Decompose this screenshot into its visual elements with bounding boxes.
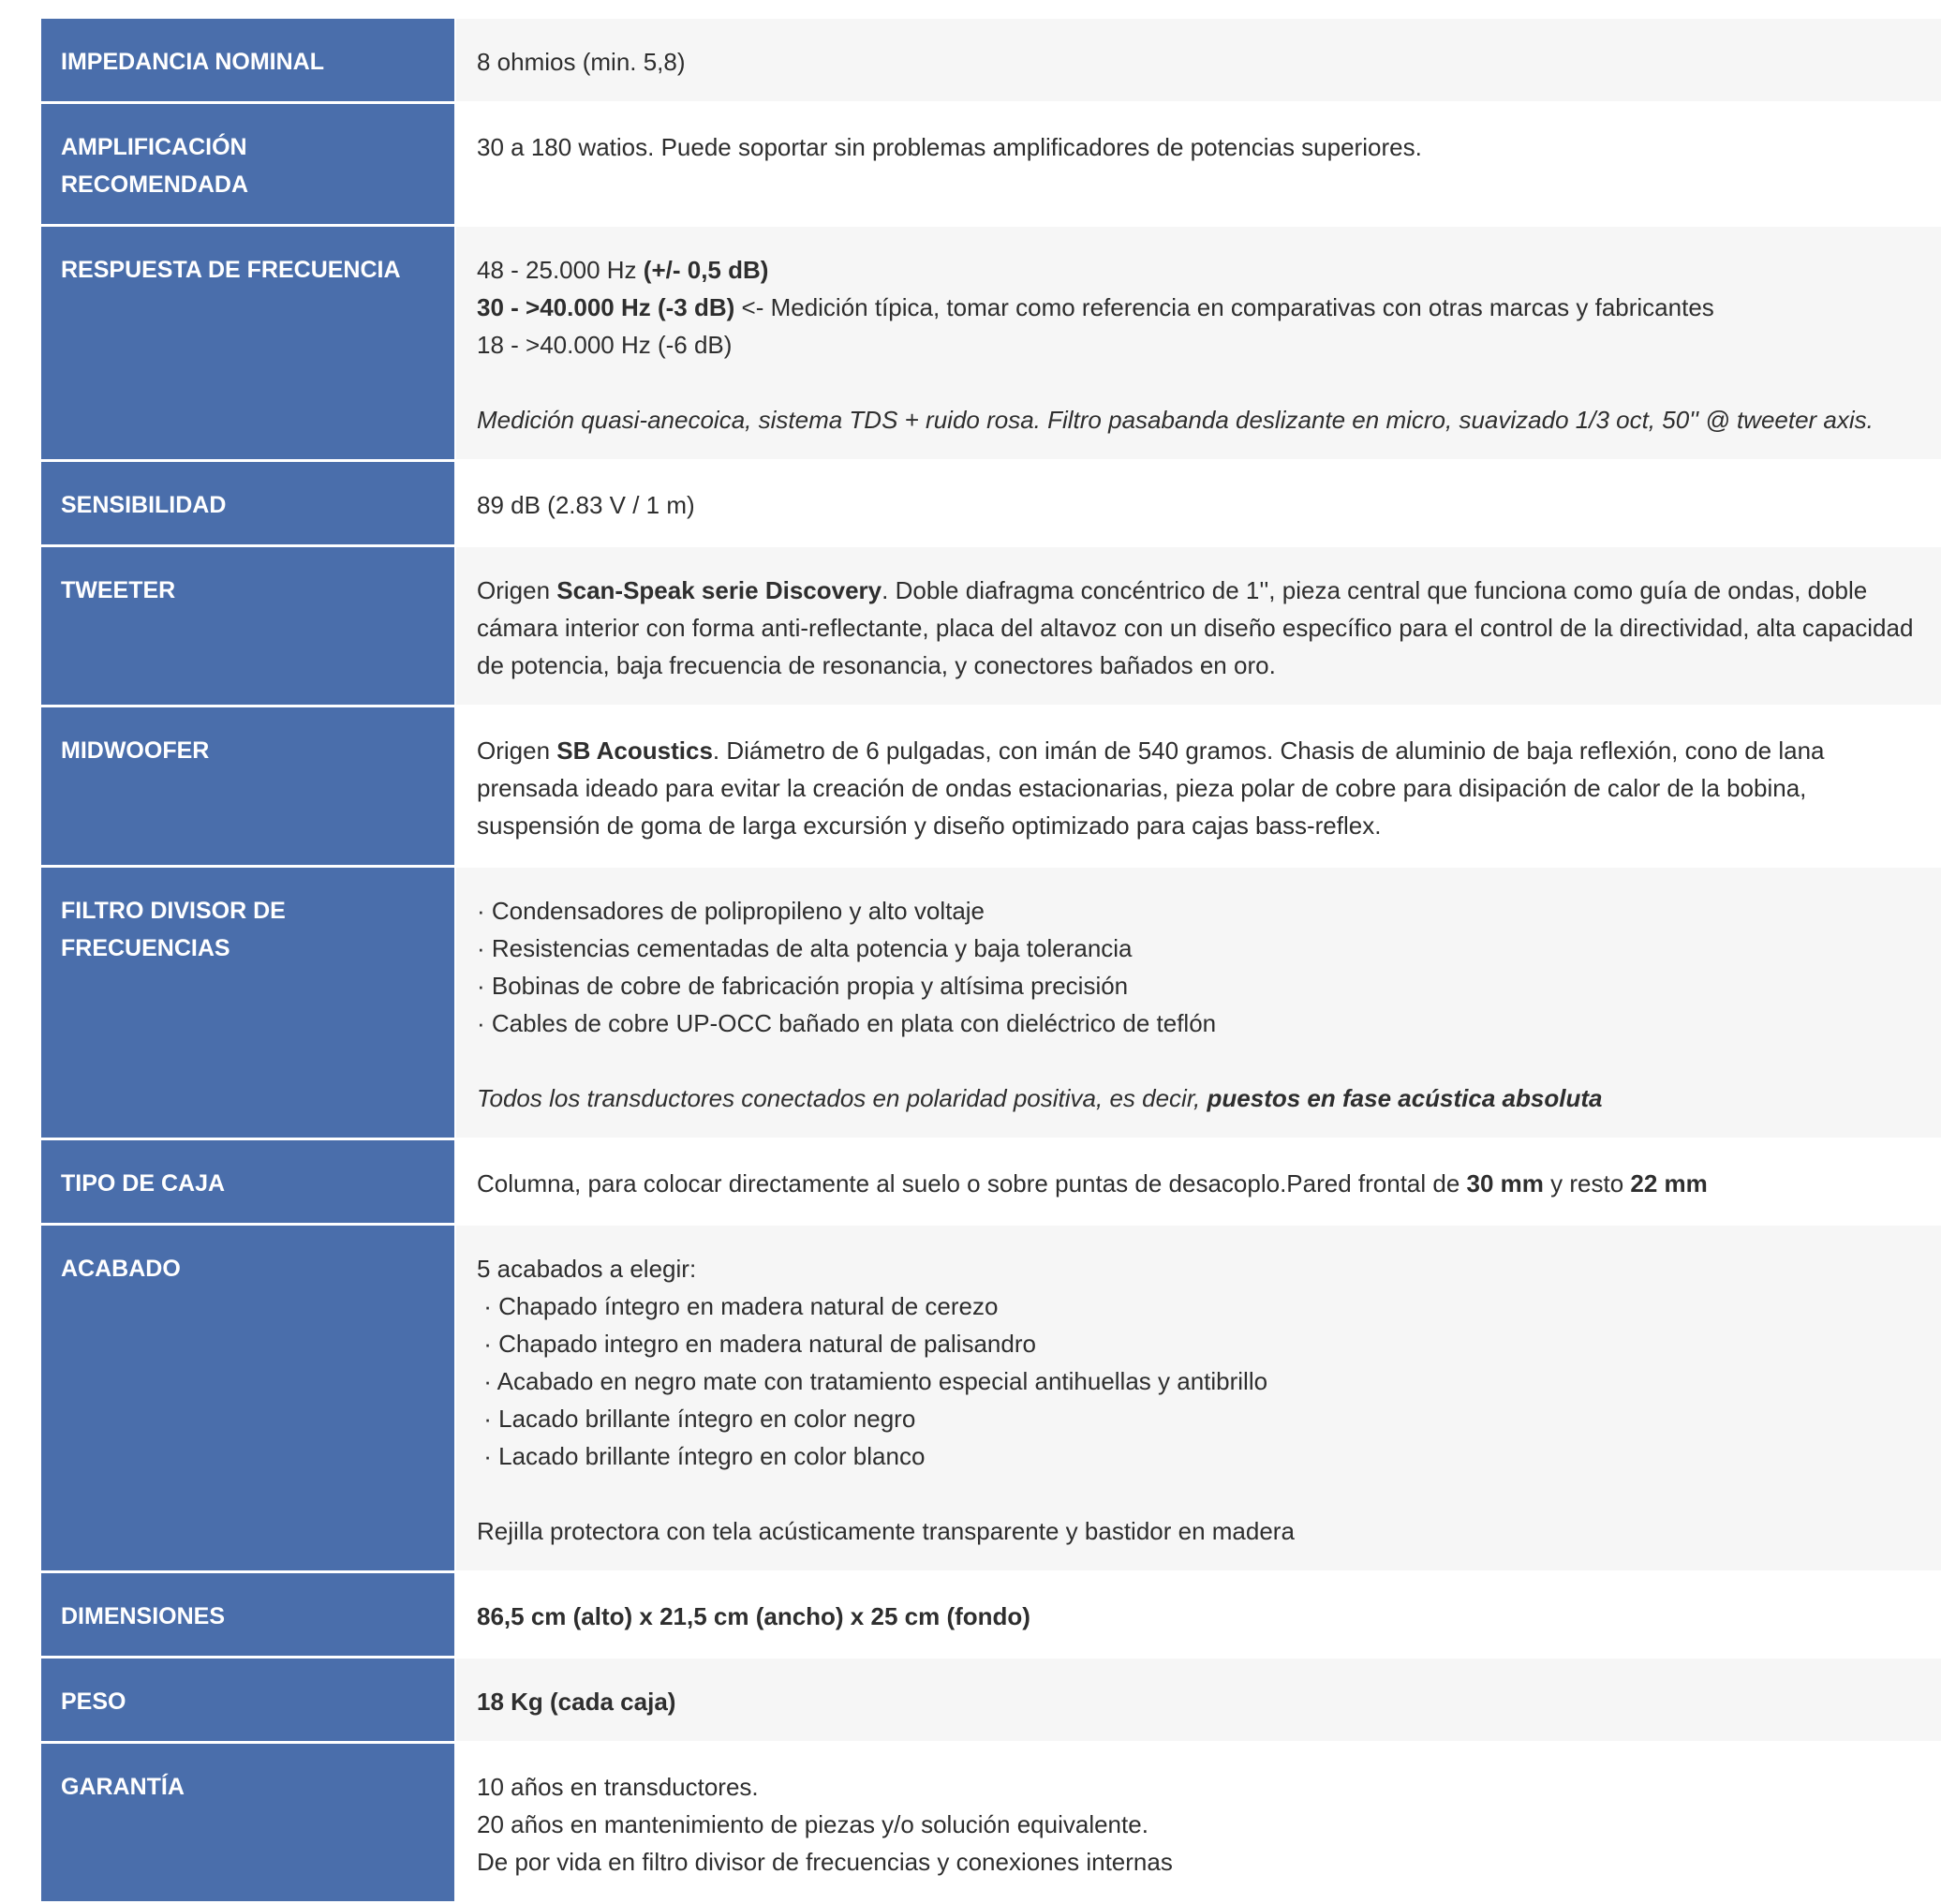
text-segment: Origen	[477, 576, 557, 604]
spec-value	[455, 1139, 1941, 1225]
spec-value-line	[477, 251, 1920, 289]
spec-row	[41, 1139, 1941, 1225]
spec-value-line	[477, 1768, 1920, 1806]
spec-value	[455, 19, 1941, 103]
spec-row	[41, 1225, 1941, 1572]
spec-value-line	[477, 1598, 1920, 1635]
spec-value-line	[477, 1437, 1920, 1475]
text-segment: 30 a 180 watios. Puede soportar sin problemas amplificadores de potencias superiores.	[477, 133, 1422, 161]
text-segment: 10 años en transductores.	[477, 1773, 759, 1801]
spec-label: MIDWOOFER	[41, 707, 455, 867]
text-segment: . Diámetro de 6 pulgadas, con imán de 540 gramos. Chasis de aluminio de baja reflexión, cono de lana prensada ideado para evitar la creación de ondas estacionarias, pieza polar de cobre para disipación de calor de la bobina, suspensión de goma de larga excursión y diseño optimizado para cajas bass-reflex.	[477, 736, 1831, 840]
spec-value	[455, 867, 1941, 1139]
spec-row	[41, 226, 1941, 461]
spec-row	[41, 1572, 1941, 1658]
spec-value-line	[477, 1079, 1920, 1117]
spec-value	[455, 546, 1941, 707]
text-segment: 86,5 cm (alto) x 21,5 cm (ancho) x 25 cm (fondo)	[477, 1602, 1030, 1630]
text-segment: (+/- 0,5 dB)	[643, 256, 769, 284]
spec-value-line	[477, 1683, 1920, 1720]
text-segment: Scan-Speak serie Discovery	[556, 576, 882, 604]
text-segment: Todos los transductores conectados en polaridad positiva, es decir,	[477, 1084, 1208, 1112]
spec-row	[41, 867, 1941, 1139]
spec-row	[41, 103, 1941, 226]
spec-value-line	[477, 572, 1920, 684]
spec-value-line	[477, 401, 1920, 439]
spec-value-line	[477, 1325, 1920, 1362]
specifications-body	[41, 19, 1941, 1903]
spec-value-line	[477, 1512, 1920, 1550]
spec-value-line	[477, 1843, 1920, 1881]
spec-label: TIPO DE CAJA	[41, 1139, 455, 1225]
paragraph-gap	[477, 1042, 1920, 1079]
text-segment: 48 - 25.000 Hz	[477, 256, 644, 284]
text-segment: · Lacado brillante íntegro en color negro	[477, 1405, 916, 1433]
text-segment: · Acabado en negro mate con tratamiento especial antihuellas y antibrillo	[477, 1367, 1268, 1395]
spec-value	[455, 103, 1941, 226]
text-segment: puestos en fase acústica absoluta	[1207, 1084, 1603, 1112]
spec-value	[455, 226, 1941, 461]
spec-value-line	[477, 43, 1920, 81]
spec-value-line	[477, 1004, 1920, 1042]
spec-value-line	[477, 892, 1920, 930]
spec-row	[41, 461, 1941, 546]
spec-label: RESPUESTA DE FRECUENCIA	[41, 226, 455, 461]
text-segment: · Chapado íntegro en madera natural de cerezo	[477, 1292, 999, 1320]
spec-value-line	[477, 128, 1920, 166]
spec-value	[455, 1572, 1941, 1658]
spec-value	[455, 1658, 1941, 1743]
spec-label: TWEETER	[41, 546, 455, 707]
spec-label: DIMENSIONES	[41, 1572, 455, 1658]
spec-value-line	[477, 1806, 1920, 1843]
text-segment: · Bobinas de cobre de fabricación propia y altísima precisión	[477, 972, 1129, 1000]
text-segment: Rejilla protectora con tela acústicamente transparente y bastidor en madera	[477, 1517, 1295, 1545]
text-segment: 8 ohmios (min. 5,8)	[477, 48, 686, 76]
specifications-table	[41, 19, 1941, 1904]
spec-row	[41, 707, 1941, 867]
text-segment: De por vida en filtro divisor de frecuencias y conexiones internas	[477, 1848, 1173, 1876]
text-segment: . Doble diafragma concéntrico de 1'', pieza central que funciona como guía de ondas, doble cámara interior con forma anti-reflectante, placa del altavoz con un diseño específico para el control de la directividad, alta capacidad de potencia, baja frecuencia de resonancia, y conectores bañados en oro.	[477, 576, 1920, 679]
text-segment: 5 acabados a elegir:	[477, 1255, 697, 1283]
spec-value-line	[477, 326, 1920, 364]
text-segment: 22 mm	[1630, 1169, 1708, 1197]
spec-row	[41, 1658, 1941, 1743]
spec-value-line	[477, 289, 1920, 326]
spec-value-line	[477, 930, 1920, 967]
spec-label: PESO	[41, 1658, 455, 1743]
spec-label: IMPEDANCIA NOMINAL	[41, 19, 455, 103]
text-segment: SB Acoustics	[556, 736, 713, 765]
text-segment: · Lacado brillante íntegro en color blanco	[477, 1442, 926, 1470]
spec-value-line	[477, 486, 1920, 524]
paragraph-gap	[477, 364, 1920, 401]
spec-value-line	[477, 1287, 1920, 1325]
spec-value-line	[477, 1165, 1920, 1202]
spec-label: AMPLIFICACIÓN RECOMENDADA	[41, 103, 455, 226]
text-segment: · Resistencias cementadas de alta potencia y baja tolerancia	[477, 934, 1133, 962]
spec-value-line	[477, 1400, 1920, 1437]
text-segment: y resto	[1543, 1169, 1631, 1197]
spec-label: FILTRO DIVISOR DE FRECUENCIAS	[41, 867, 455, 1139]
text-segment: 18 Kg (cada caja)	[477, 1688, 676, 1716]
spec-row	[41, 546, 1941, 707]
spec-row	[41, 1743, 1941, 1903]
text-segment: · Chapado integro en madera natural de palisandro	[477, 1330, 1036, 1358]
spec-value-line	[477, 732, 1920, 844]
spec-label: SENSIBILIDAD	[41, 461, 455, 546]
spec-value	[455, 1743, 1941, 1903]
spec-label: ACABADO	[41, 1225, 455, 1572]
text-segment: 18 - >40.000 Hz (-6 dB)	[477, 331, 733, 359]
text-segment: 89 dB (2.83 V / 1 m)	[477, 491, 695, 519]
spec-row	[41, 19, 1941, 103]
spec-value-line	[477, 1362, 1920, 1400]
text-segment: · Condensadores de polipropileno y alto voltaje	[477, 897, 985, 925]
text-segment: <- Medición típica, tomar como referencia en comparativas con otras marcas y fabricantes	[734, 293, 1714, 321]
text-segment: Columna, para colocar directamente al suelo o sobre puntas de desacoplo.Pared frontal de	[477, 1169, 1467, 1197]
text-segment: Medición quasi-anecoica, sistema TDS + ruido rosa. Filtro pasabanda deslizante en micro, suavizado 1/3 oct, 50'' @ tweeter axis.	[477, 406, 1874, 434]
text-segment: · Cables de cobre UP-OCC bañado en plata con dieléctrico de teflón	[477, 1009, 1217, 1037]
spec-label: GARANTÍA	[41, 1743, 455, 1903]
text-segment: 20 años en mantenimiento de piezas y/o solución equivalente.	[477, 1810, 1148, 1838]
spec-value-line	[477, 1250, 1920, 1287]
text-segment: 30 - >40.000 Hz (-3 dB)	[477, 293, 735, 321]
spec-value	[455, 461, 1941, 546]
spec-value-line	[477, 967, 1920, 1004]
text-segment: Origen	[477, 736, 557, 765]
spec-value	[455, 1225, 1941, 1572]
spec-value	[455, 707, 1941, 867]
paragraph-gap	[477, 1475, 1920, 1512]
text-segment: 30 mm	[1466, 1169, 1544, 1197]
